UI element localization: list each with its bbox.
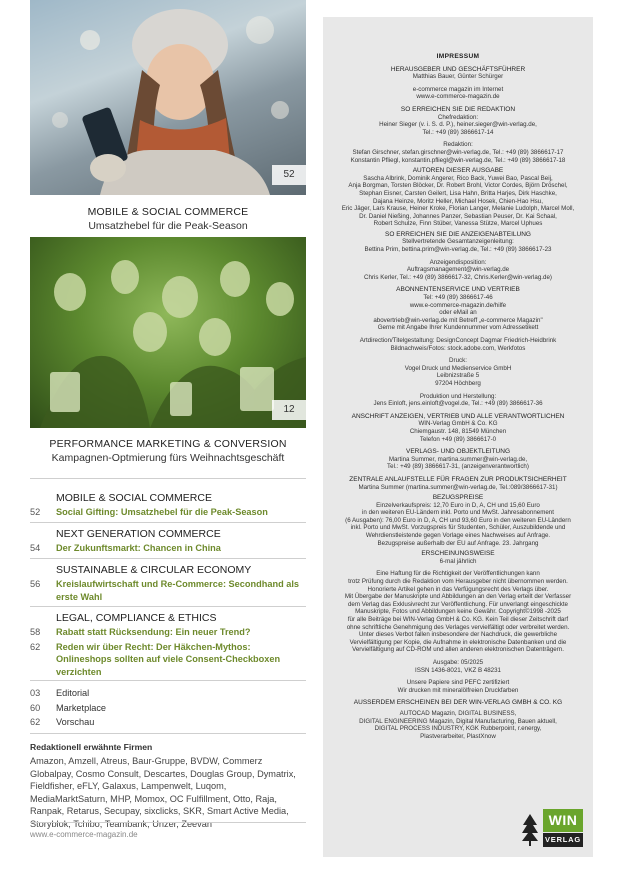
impressum-line: abovertrieb@win-verlag.de mit Betreff „e-commerce Magazin" bbox=[373, 316, 543, 324]
impressum-line: www.e-commerce-magazin.de/hilfe bbox=[409, 301, 507, 309]
feature-image-crowd[interactable] bbox=[30, 237, 306, 428]
impressum-line: Produktion und Herstellung: bbox=[419, 392, 497, 400]
toc-section-title: SUSTAINABLE & CIRCULAR ECONOMY bbox=[56, 564, 252, 576]
impressum-line: ISSN 1436-8021, VKZ B 48231 bbox=[415, 666, 501, 674]
divider bbox=[30, 558, 306, 559]
impressum-line: Matthias Bauer, Günter Schürger bbox=[412, 73, 504, 81]
toc-entry[interactable] bbox=[30, 506, 306, 519]
impressum-line: Vogel Druck und Medienservice GmbH bbox=[404, 364, 512, 372]
impressum-line: Ausgabe: 05/2025 bbox=[432, 658, 484, 666]
impressum-text bbox=[323, 53, 593, 740]
toc-text: Vorschau bbox=[56, 717, 95, 727]
toc-section-title: LEGAL, COMPLIANCE & ETHICS bbox=[56, 612, 217, 624]
impressum-line: Eine Haftung für die Richtigkeit der Veröffentlichungen kann bbox=[376, 570, 540, 578]
logo-line-1: WIN bbox=[543, 809, 583, 832]
impressum-line: Anzeigendisposition: bbox=[429, 258, 487, 266]
toc-section bbox=[30, 528, 306, 555]
toc-entry[interactable] bbox=[30, 687, 306, 700]
toc-entry[interactable] bbox=[30, 702, 306, 715]
feature-caption[interactable] bbox=[30, 438, 306, 464]
toc-page: 60 bbox=[30, 702, 41, 713]
regulars-section bbox=[30, 685, 306, 729]
toc-text: Reden wir über Recht: Der Häkchen-Mythos: Onlineshops sollten auf viele Consent-Checkboxen verzichten bbox=[56, 641, 281, 677]
toc-page: 03 bbox=[30, 688, 41, 698]
divider bbox=[30, 680, 306, 681]
impressum-line: Druck: bbox=[449, 357, 467, 365]
impressum-heading: SO ERREICHEN SIE DIE ANZEIGENABTEILUNG bbox=[385, 230, 531, 238]
toc-page: 62 bbox=[30, 641, 41, 652]
impressum-line: Manuskripte, Fotos und Abbildungen keine Gewähr. Copyright©1998 -2025 bbox=[355, 608, 561, 616]
toc-section-title: NEXT GENERATION COMMERCE bbox=[56, 528, 221, 540]
publisher-logos bbox=[521, 809, 583, 853]
divider bbox=[30, 733, 306, 734]
impressum-line: dem Verlag das Exklusivrecht zur Veröffentlichung. Für unverlangt eingeschickte bbox=[347, 600, 568, 608]
toc-text: Kreislaufwirtschaft und Re-Commerce: Secondhand als erste Wahl bbox=[56, 579, 300, 602]
impressum-line: e-commerce magazin im Internet bbox=[412, 85, 504, 93]
impressum-line: Chefredaktion: bbox=[437, 113, 479, 121]
impressum-line: trotz Prüfung durch die Redaktion vom Herausgeber nicht übernommen werden. bbox=[348, 578, 568, 586]
impressum-line: Gerne mit Angabe Ihrer Kundennummer vom Adressetikett bbox=[377, 324, 539, 332]
logo-line-2: VERLAG bbox=[543, 833, 583, 847]
impressum-line: oder eMail an bbox=[439, 309, 477, 317]
impressum-line: Honorierte Artikel gehen in das Verfügungsrecht des Verlags über. bbox=[367, 585, 549, 593]
toc-entry[interactable] bbox=[30, 641, 306, 679]
impressum-panel bbox=[323, 17, 593, 857]
page-number-badge: 12 bbox=[272, 400, 306, 420]
impressum-line: Martina Summer, martina.summer@win-verlag.de, bbox=[388, 455, 528, 463]
impressum-line: Stefan Girschner, stefan.girschner@win-verlag.de, Tel.: +49 (89) 3866617-17 bbox=[352, 148, 564, 156]
toc-section bbox=[30, 612, 306, 678]
impressum-line: Eric Jäger, Lars Krause, Heiner Kroke, Florian Langer, Melanie Ludolph, Marcel Moll, bbox=[341, 205, 575, 213]
impressum-line: ohne schriftliche Genehmigung des Verlages vervielfältigt oder verbreitet werden. bbox=[346, 623, 570, 631]
impressum-line: Sascha Albrink, Dominik Angerer, Rico Back, Yuwei Bao, Pascal Beij, bbox=[363, 174, 553, 182]
toc-page: 58 bbox=[30, 627, 41, 637]
woman-smartphone-illustration bbox=[30, 0, 306, 195]
impressum-line: Tel.: +49 (89) 3866617-31, (anzeigenverantwortlich) bbox=[387, 463, 529, 471]
impressum-line: Bezugspreise außerhalb der EU auf Anfrage. 23. Jahrgang bbox=[377, 539, 539, 547]
impressum-line: Vervielfältigung auf CD-ROM und allen anderen elektronischen Datenträgern. bbox=[352, 646, 564, 654]
impressum-line: Jens Einloft, jens.einloft@vogel.de, Tel.: +49 (89) 3866617-36 bbox=[373, 400, 543, 408]
impressum-line: Robert Schulze, Finn Stüber, Vanessa Stütze, Marcel Uphues bbox=[373, 220, 543, 228]
table-of-contents-column bbox=[30, 0, 306, 872]
toc-section bbox=[30, 564, 306, 603]
impressum-line: Vervielfältigung per Kopie, die Aufnahme in elektronische Datenbanken und die bbox=[349, 638, 567, 646]
impressum-line: Chiemgaustr. 148, 81549 München bbox=[409, 427, 507, 435]
impressum-line: Mit Übergabe der Manuskripte und Abbildungen an den Verlag erteilt der Verfasser bbox=[344, 593, 572, 601]
toc-section bbox=[30, 492, 306, 519]
impressum-heading: VERLAGS- UND OBJEKTLEITUNG bbox=[405, 448, 511, 456]
impressum-line: Dajana Heinze, Moritz Heller, Michael Hosek, Chien-Hao Hsu, bbox=[373, 197, 543, 205]
feature-section: MOBILE & SOCIAL COMMERCE bbox=[87, 206, 249, 218]
impressum-line: Einzelverkaufspreis: 12,70 Euro in D, A, CH und 15,60 Euro bbox=[376, 501, 540, 509]
feature-headline: Kampagnen-Optmierung fürs Weihnachtsgeschäft bbox=[51, 452, 285, 464]
impressum-heading: ERSCHEINUNGSWEISE bbox=[421, 550, 495, 558]
impressum-line: Unsere Papiere sind PEFC zertifiziert bbox=[406, 679, 510, 687]
impressum-line: WIN-Verlag GmbH & Co. KG bbox=[418, 420, 498, 428]
impressum-line: (6 Ausgaben): 76,00 Euro in D, A, CH und 93,60 Euro in den weiteren EU-Ländern bbox=[345, 516, 571, 524]
impressum-line: 97204 Höchberg bbox=[435, 379, 481, 387]
toc-entry[interactable] bbox=[30, 716, 306, 729]
feature-caption[interactable] bbox=[30, 206, 306, 232]
impressum-line: Stellvertretende Gesamtanzeigenleitung: bbox=[402, 238, 514, 246]
toc-text: Editorial bbox=[56, 688, 90, 698]
impressum-line: Bildnachweis/Fotos: stock.adobe.com, Werkfotos bbox=[390, 344, 526, 352]
impressum-heading: AUTOREN DIESER AUSGABE bbox=[412, 167, 504, 175]
impressum-line: Redaktion: bbox=[443, 141, 473, 149]
impressum-line: Wehrdienstleistende gegen Vorlage eines Nachweises auf Anfrage. bbox=[365, 532, 551, 540]
impressum-line: AUTOCAD Magazin, DIGITAL BUSINESS, bbox=[399, 709, 517, 717]
impressum-line: Telefon +49 (89) 3866617-0 bbox=[419, 435, 497, 443]
impressum-line: in den weiteren EU-Ländern inkl. Porto und MwSt. Jahresabonnement bbox=[362, 509, 554, 517]
firms-list: Amazon, Amzell, Atreus, Baur-Gruppe, BVDW, Commerz Globalpay, Cosmo Consult, Descartes, Douglas Group, Dymatrix, Fieldfisher, eFLY, Galaxus, Lampenwelt, Luqom, MediaMarktSaturn, MHP, Momox, OC Fulfillment, Otto, Raja, Ranpak, Retarus, Secupay, sixclicks, SKR, Smart Active Media, Storyblok, Tchibo, Teambank, Unzer, Zeevan bbox=[30, 756, 296, 829]
divider bbox=[30, 478, 306, 479]
page-number-badge: 52 bbox=[272, 165, 306, 185]
toc-entry[interactable] bbox=[30, 626, 306, 639]
divider bbox=[30, 822, 306, 823]
crowd-illustration bbox=[30, 237, 306, 428]
impressum-line: Tel: +49 (89) 3866617-46 bbox=[423, 294, 493, 302]
impressum-line: Chris Kerler, Tel.: +49 (89) 3866617-32, Chris.Kerler@win-verlag.de) bbox=[364, 273, 552, 281]
impressum-line: www.e-commerce-magazin.de bbox=[416, 93, 500, 101]
toc-page: 54 bbox=[30, 543, 41, 553]
impressum-line: Auftragsmanagement@win-verlag.de bbox=[406, 266, 510, 274]
impressum-line: Plastverarbeiter, PlastXnow bbox=[420, 732, 496, 740]
feature-headline: Umsatzhebel für die Peak-Season bbox=[88, 220, 248, 232]
impressum-line: Leibnizstraße 5 bbox=[436, 372, 480, 380]
toc-text: Der Zukunftsmarkt: Chancen in China bbox=[56, 543, 221, 553]
impressum-heading: BEZUGSPREISE bbox=[432, 494, 484, 502]
toc-text: Social Gifting: Umsatzhebel für die Peak-Season bbox=[56, 507, 268, 517]
impressum-line: Martina Summer (martina.summer@win-verlag.de, Tel.:089/3866617-31) bbox=[358, 483, 558, 491]
impressum-line: Wir drucken mit mineralölfreien Druckfarben bbox=[397, 686, 519, 694]
website-link[interactable]: www.e-commerce-magazin.de bbox=[30, 830, 138, 839]
toc-entry[interactable] bbox=[30, 578, 306, 603]
impressum-line: Unter dieses Verbot fallen insbesondere der Nachdruck, die gewerbliche bbox=[358, 631, 558, 639]
impressum-line: Bettina Prim, bettina.prim@win-verlag.de, Tel.: +49 (89) 3866617-23 bbox=[364, 246, 552, 254]
impressum-line: Heiner Sieger (v. i. S. d. P.), heiner.sieger@win-verlag.de, bbox=[379, 121, 537, 129]
toc-section-title: MOBILE & SOCIAL COMMERCE bbox=[56, 492, 212, 504]
impressum-heading: SO ERREICHEN SIE DIE REDAKTION bbox=[400, 105, 516, 113]
impressum-line: DIGITAL PROCESS INDUSTRY, KGK Rubberpoint, r.energy, bbox=[374, 725, 542, 733]
impressum-heading: ANSCHRIFT ANZEIGEN, VERTRIEB UND ALLE VERANTWORTLICHEN bbox=[351, 412, 565, 420]
toc-page: 62 bbox=[30, 717, 41, 727]
toc-page: 52 bbox=[30, 507, 41, 517]
impressum-heading: IMPRESSUM bbox=[436, 53, 480, 60]
impressum-line: 6-mal jährlich bbox=[439, 557, 477, 565]
impressum-line: inkl. Porto und MwSt. Vorzugspreis für Studenten, Schüler, Auszubildende und bbox=[350, 524, 566, 532]
impressum-heading: AUSSERDEM ERSCHEINEN BEI DER WIN-VERLAG GMBH & CO. KG bbox=[353, 699, 563, 707]
toc-page: 56 bbox=[30, 579, 41, 589]
impressum-heading: HERAUSGEBER UND GESCHÄFTSFÜHRER bbox=[390, 65, 526, 73]
firms-heading: Redaktionell erwähnte Firmen bbox=[30, 742, 153, 752]
impressum-line: Tel.: +49 (89) 3866617-14 bbox=[422, 128, 494, 136]
impressum-line: Stephan Eisner, Carsten Geilert, Lisa Hahn, Britta Harjes, Dirk Haschke, bbox=[359, 189, 557, 197]
impressum-line: Konstantin Pfliegl, konstantin.pfliegl@win-verlag.de, Tel.: +49 (89) 3866617-18 bbox=[350, 156, 566, 164]
feature-image-smartphone[interactable] bbox=[30, 0, 306, 195]
feature-section: PERFORMANCE MARKETING & CONVERSION bbox=[49, 438, 287, 450]
impressum-heading: ZENTRALE ANLAUFSTELLE FÜR FRAGEN ZUR PRODUKTSICHERHEIT bbox=[349, 475, 567, 483]
impressum-line: Artdirection/Titelgestaltung: DesignConcept Dagmar Friedrich-Heidbrink bbox=[359, 337, 557, 344]
toc-entry[interactable] bbox=[30, 542, 306, 555]
win-verlag-logo[interactable] bbox=[543, 809, 583, 849]
toc-text: Rabatt statt Rücksendung: Ein neuer Trend? bbox=[56, 627, 251, 637]
toc-text: Marketplace bbox=[56, 702, 107, 713]
divider bbox=[30, 606, 306, 607]
impressum-line: Anja Borgman, Torsten Blöcker, Dr. Robert Brohl, Victor Cordes, Björn Dröschel, bbox=[348, 182, 568, 190]
impressum-heading: ABONNENTENSERVICE UND VERTRIEB bbox=[396, 286, 520, 294]
divider bbox=[30, 522, 306, 523]
pefc-tree-icon bbox=[521, 813, 539, 847]
impressum-line: DIGITAL ENGINEERING Magazin, Digital Manufacturing, Bauen aktuell, bbox=[359, 717, 557, 725]
impressum-line: Dr. Daniel Nießing, Johannes Panzer, Sebastian Peuser, Dr. Kai Schaal, bbox=[359, 212, 557, 220]
impressum-line: für alle Beiträge bei WIN-Verlag GmbH & Co. KG. Kein Teil dieser Zeitschrift darf bbox=[347, 616, 569, 623]
